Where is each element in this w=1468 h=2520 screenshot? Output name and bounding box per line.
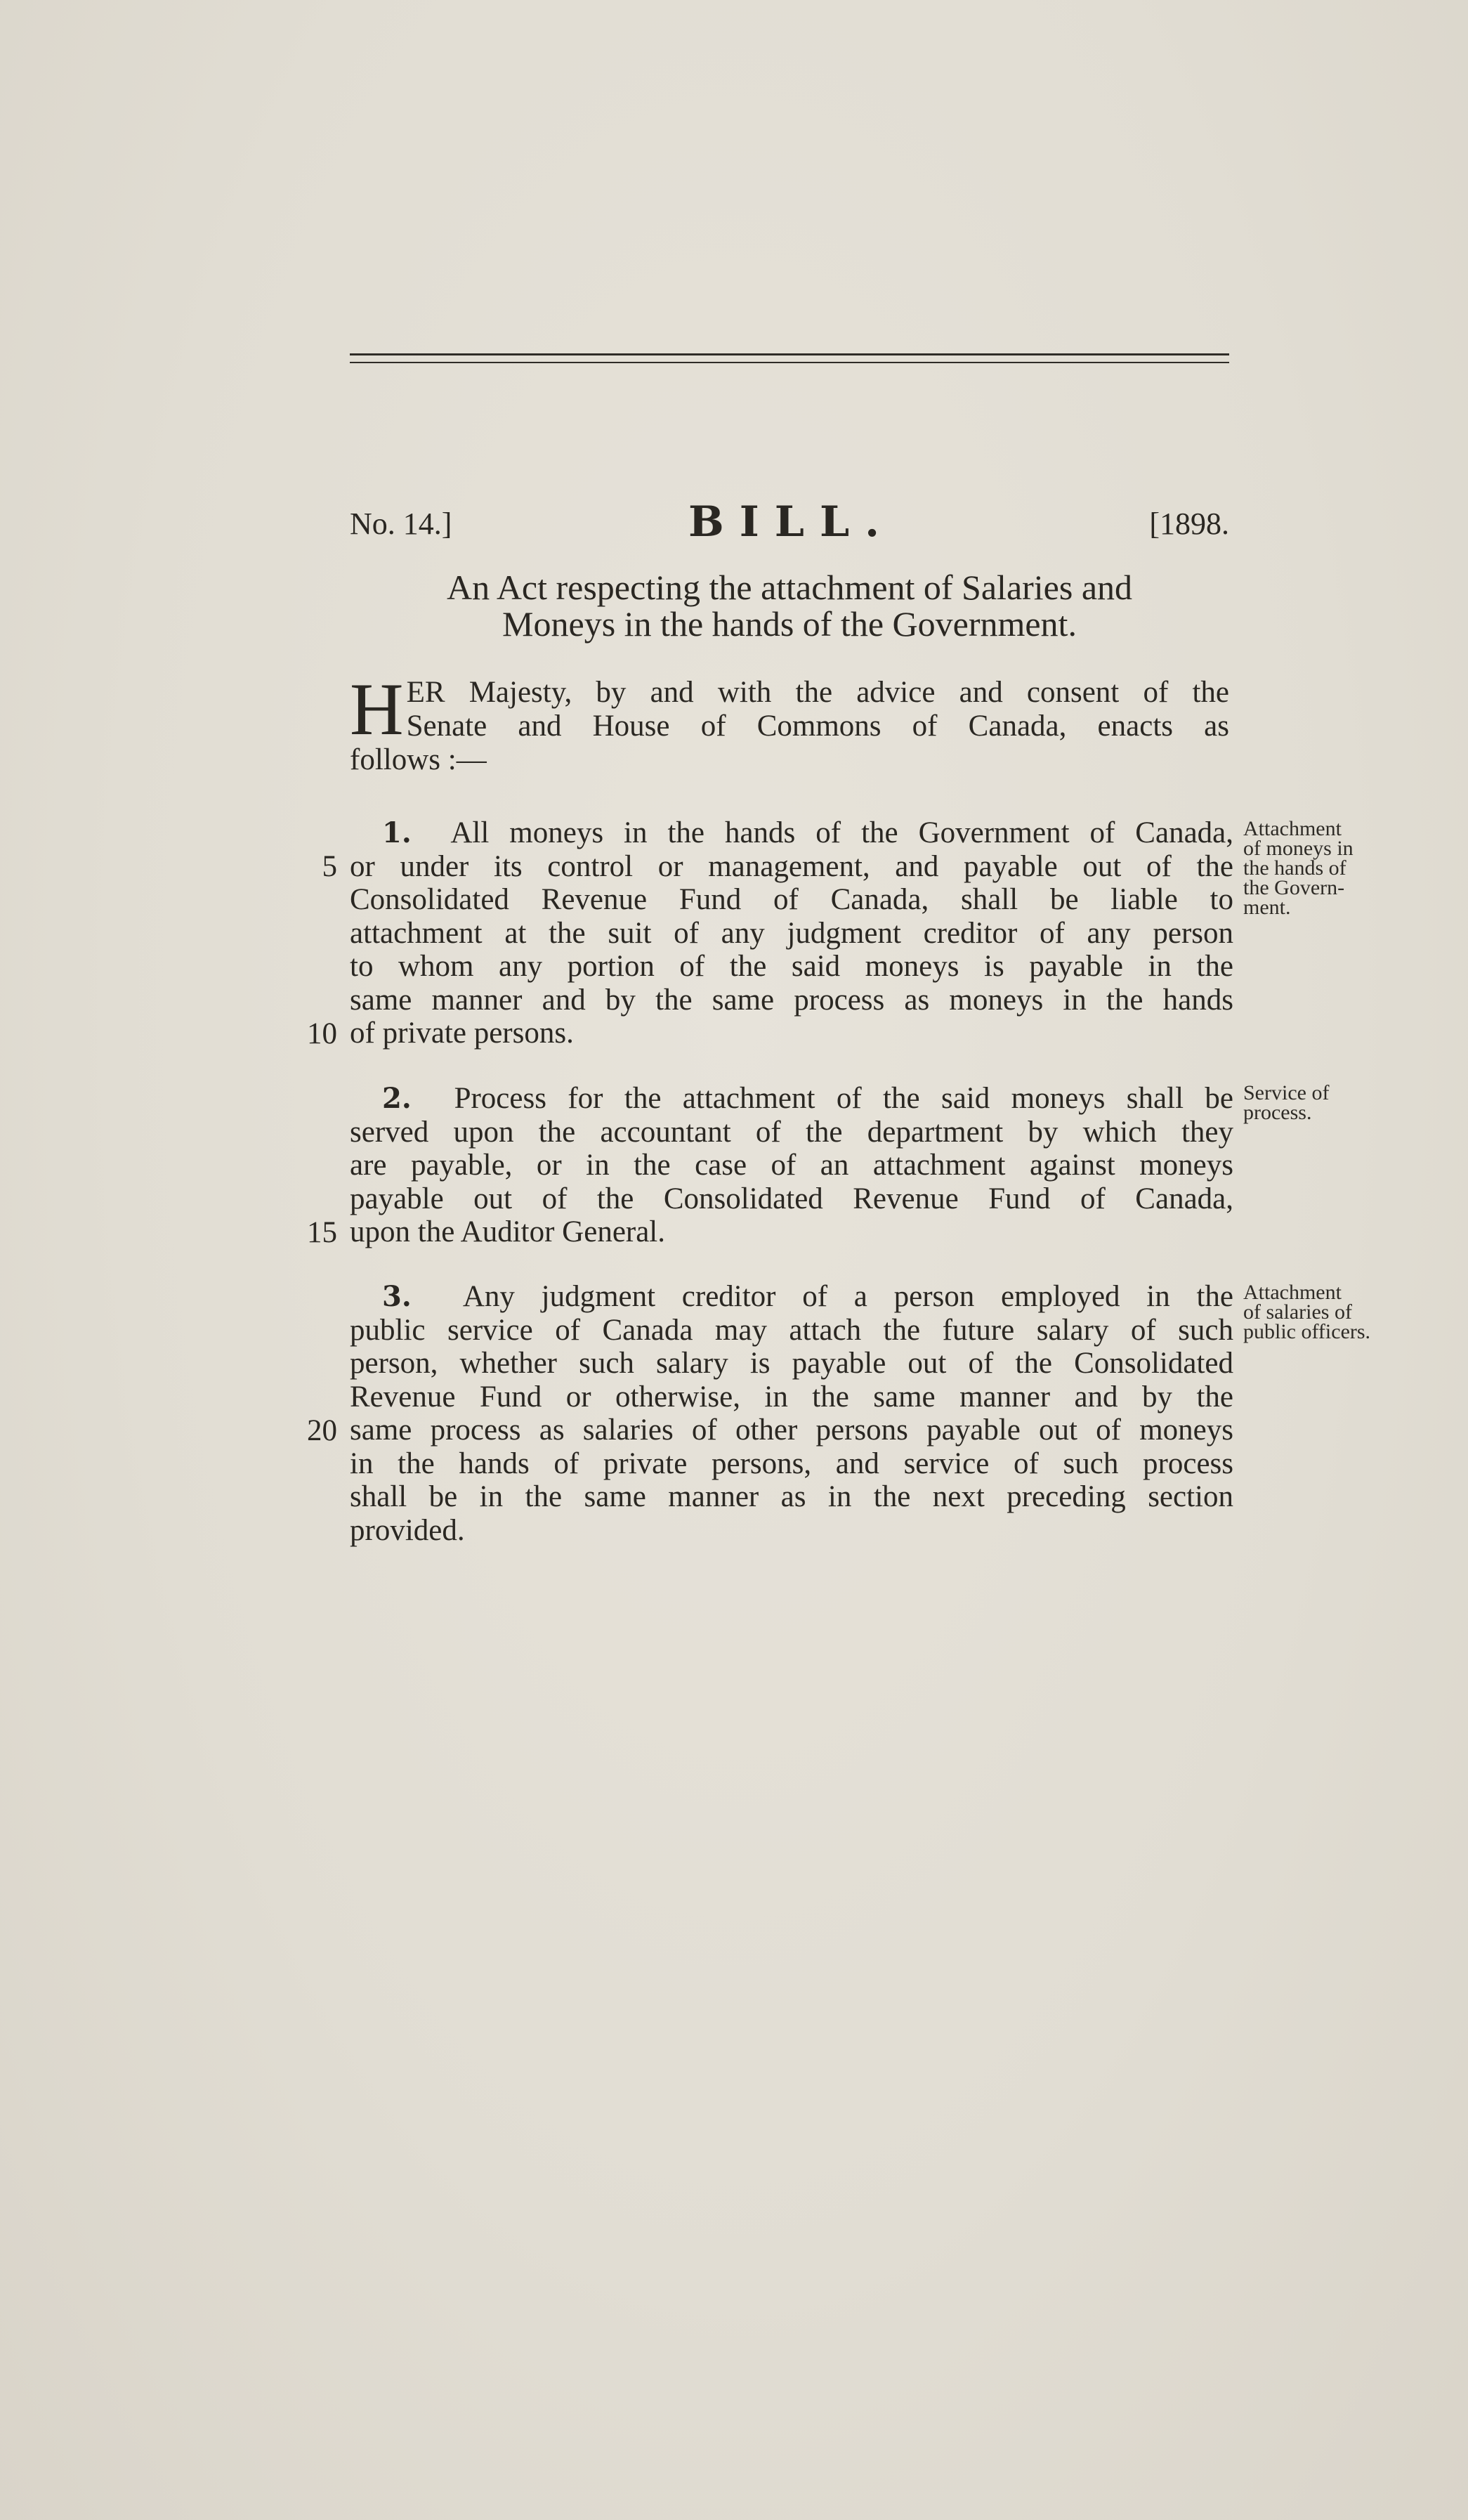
section-line: Revenue Fund or otherwise, in the same manner and by the xyxy=(350,1380,1233,1414)
section-line: Any judgment creditor of a person employed in the xyxy=(462,1280,1233,1313)
section-line: same process as salaries of other persons payable out of moneys xyxy=(350,1414,1233,1447)
section-line: Consolidated Revenue Fund of Canada, shall be liable to xyxy=(350,883,1233,916)
section-line: All moneys in the hands of the Government of Canada, xyxy=(450,816,1233,849)
section-line: to whom any portion of the said moneys is payable in the xyxy=(350,950,1233,983)
section-3 xyxy=(350,1280,1233,1547)
line-number: 5 xyxy=(322,850,337,883)
top-rule xyxy=(350,353,1229,355)
section-line: upon the Auditor General. xyxy=(350,1215,666,1248)
section-line: public service of Canada may attach the future salary of such xyxy=(350,1313,1233,1347)
bill-year: [1898. xyxy=(1149,507,1229,541)
section-line: same manner and by the same process as moneys in the hands xyxy=(350,983,1233,1017)
line-number: 15 xyxy=(307,1216,337,1249)
section-line: in the hands of private persons, and service of such process xyxy=(350,1447,1233,1480)
act-title-line: An Act respecting the attachment of Salaries and xyxy=(446,568,1133,607)
preamble-line: ER Majesty, by and with the advice and consent of the xyxy=(406,676,1229,709)
preamble-dropcap: H xyxy=(350,668,404,750)
section-line: provided. xyxy=(350,1513,465,1547)
section-line: or under its control or management, and payable out of the xyxy=(350,849,1233,883)
section-line: Process for the attachment of the said moneys shall be xyxy=(454,1082,1233,1115)
section-line: attachment at the suit of any judgment creditor of any person xyxy=(350,916,1233,950)
margin-note-attachment-salaries: Attachment of salaries of public officers. xyxy=(1243,1281,1371,1343)
section-number: 1. xyxy=(382,816,412,849)
preamble-line: follows :— xyxy=(350,743,487,776)
section-number: 3. xyxy=(382,1280,412,1313)
section-line: of private persons. xyxy=(350,1017,574,1050)
section-1 xyxy=(350,816,1233,1050)
section-line: shall be in the same manner as in the next preceding section xyxy=(350,1480,1233,1513)
act-title xyxy=(350,569,1229,642)
bill-number: No. 14.] xyxy=(350,507,452,541)
section-2 xyxy=(350,1082,1233,1249)
margin-note-attachment-moneys: Attachment of moneys in the hands of the Govern- ment. xyxy=(1243,817,1354,919)
line-number: 20 xyxy=(307,1414,337,1447)
act-title-line: Moneys in the hands of the Government. xyxy=(502,604,1077,644)
bill-header xyxy=(350,497,1229,549)
preamble xyxy=(350,668,1229,777)
section-line: payable out of the Consolidated Revenue Fund of Canada, xyxy=(350,1182,1233,1215)
section-number: 2. xyxy=(382,1082,412,1115)
section-line: served upon the accountant of the department by which they xyxy=(350,1115,1233,1149)
margin-note-service-process: Service of process. xyxy=(1243,1081,1330,1124)
line-number: 10 xyxy=(307,1017,337,1050)
section-line: person, whether such salary is payable out of the Consolidated xyxy=(350,1347,1233,1380)
section-line: are payable, or in the case of an attachment against moneys xyxy=(350,1149,1233,1182)
bill-title: BILL. xyxy=(688,497,896,547)
top-rule-thin xyxy=(350,362,1229,363)
preamble-line: Senate and House of Commons of Canada, enacts as xyxy=(406,710,1229,743)
